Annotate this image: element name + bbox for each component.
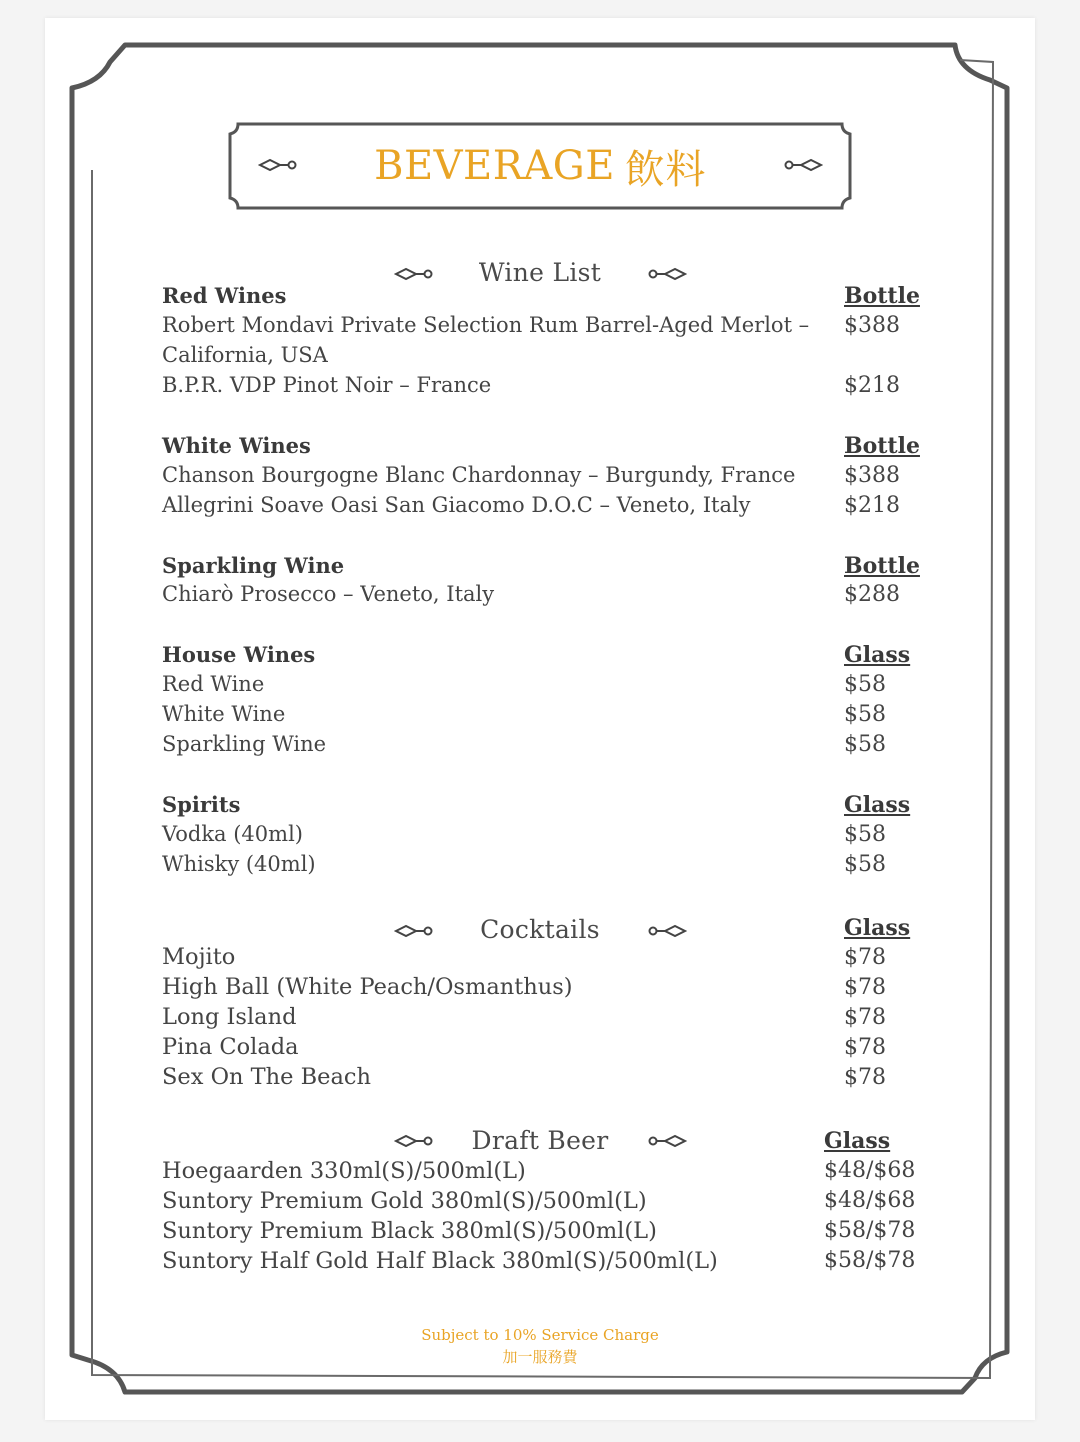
title-zh: 飲料	[624, 146, 706, 193]
column-header-glass: Glass	[844, 642, 911, 668]
menu-item: Mojito	[162, 944, 236, 970]
item-price: $388	[844, 463, 900, 488]
menu-item-continued: California, USA	[162, 343, 328, 367]
item-price: $48/$68	[824, 1158, 916, 1183]
menu-item: Suntory Half Gold Half Black 380ml(S)/500ml(L)	[162, 1248, 718, 1274]
category-house-wines: House Wines	[162, 642, 316, 667]
item-price: $288	[844, 582, 900, 607]
column-header-glass: Glass	[824, 1128, 891, 1154]
item-price: $78	[844, 945, 886, 970]
menu-item: B.P.R. VDP Pinot Noir – France	[162, 373, 492, 397]
column-header-glass: Glass	[844, 915, 911, 941]
item-price: $58	[844, 822, 886, 847]
item-price: $58/$78	[824, 1248, 916, 1273]
section-draft-beer: Draft Beer	[471, 1126, 609, 1155]
category-red-wines: Red Wines	[162, 283, 287, 308]
menu-item: Robert Mondavi Private Selection Rum Barrel-Aged Merlot –	[162, 313, 810, 337]
ornament-left-icon	[394, 1133, 434, 1149]
ornament-left-icon	[394, 266, 434, 282]
ornament-right-icon	[783, 157, 823, 173]
menu-item: Long Island	[162, 1004, 297, 1030]
ornament-right-icon	[647, 923, 687, 939]
menu-item: Sparkling Wine	[162, 732, 327, 756]
section-cocktails: Cocktails	[480, 915, 600, 944]
item-price: $78	[844, 1065, 886, 1090]
column-header-glass: Glass	[844, 792, 911, 818]
menu-item: Vodka (40ml)	[162, 822, 303, 846]
item-price: $58	[844, 702, 886, 727]
ornament-left-icon	[258, 157, 298, 173]
ornament-left-icon	[394, 923, 434, 939]
item-price: $58	[844, 672, 886, 697]
column-header-bottle: Bottle	[844, 553, 920, 579]
category-spirits: Spirits	[162, 792, 241, 817]
service-charge-note-zh: 加一服務費	[502, 1348, 578, 1366]
category-sparkling-wine: Sparkling Wine	[162, 553, 345, 578]
menu-title	[230, 124, 850, 208]
item-price: $58	[844, 732, 886, 757]
menu-item: Red Wine	[162, 672, 265, 696]
menu-item: Sex On The Beach	[162, 1064, 371, 1090]
category-white-wines: White Wines	[162, 433, 311, 458]
menu-item: Chiarò Prosecco – Veneto, Italy	[162, 582, 495, 606]
menu-item: Chanson Bourgogne Blanc Chardonnay – Burgundy, France	[162, 463, 796, 487]
ornament-right-icon	[647, 266, 687, 282]
ornament-right-icon	[647, 1133, 687, 1149]
menu-item: Whisky (40ml)	[162, 852, 316, 876]
item-price: $218	[844, 493, 900, 518]
menu-item: White Wine	[162, 702, 286, 726]
section-wine-list: Wine List	[478, 258, 602, 287]
menu-item: High Ball (White Peach/Osmanthus)	[162, 974, 573, 1000]
item-price: $78	[844, 1035, 886, 1060]
menu-item: Hoegaarden 330ml(S)/500ml(L)	[162, 1158, 526, 1184]
item-price: $218	[844, 373, 900, 398]
title-en: BEVERAGE	[374, 143, 615, 189]
item-price: $388	[844, 313, 900, 338]
column-header-bottle: Bottle	[844, 433, 920, 459]
item-price: $78	[844, 1005, 886, 1030]
menu-item: Suntory Premium Black 380ml(S)/500ml(L)	[162, 1218, 657, 1244]
item-price: $48/$68	[824, 1188, 916, 1213]
service-charge-note: Subject to 10% Service Charge	[421, 1326, 659, 1344]
menu-item: Pina Colada	[162, 1034, 299, 1060]
menu-item: Suntory Premium Gold 380ml(S)/500ml(L)	[162, 1188, 647, 1214]
item-price: $58/$78	[824, 1218, 916, 1243]
column-header-bottle: Bottle	[844, 283, 920, 309]
item-price: $78	[844, 975, 886, 1000]
item-price: $58	[844, 852, 886, 877]
menu-item: Allegrini Soave Oasi San Giacomo D.O.C – Veneto, Italy	[162, 493, 751, 517]
